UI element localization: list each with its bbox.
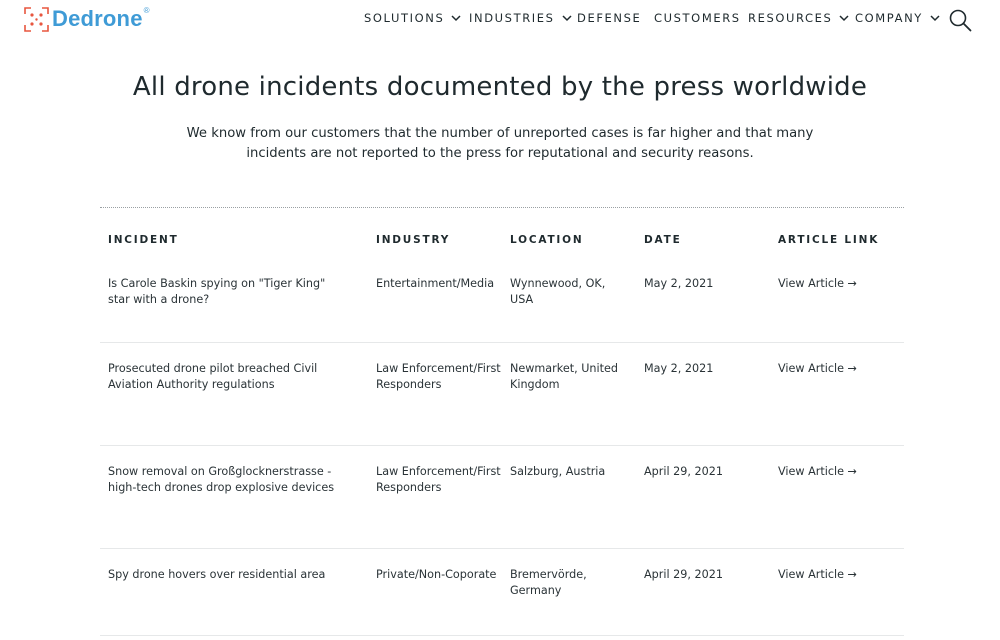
- nav-item-label: INDUSTRIES: [469, 11, 555, 25]
- cell-date: May 2, 2021: [644, 362, 714, 375]
- cell-date: May 2, 2021: [644, 277, 714, 290]
- logo-wordmark: [52, 6, 150, 32]
- registered-mark: ®: [143, 6, 150, 15]
- chevron-down-icon: [451, 13, 461, 23]
- nav-item-label: CUSTOMERS: [654, 11, 741, 25]
- nav-item-defense[interactable]: [577, 11, 641, 25]
- nav-item-company[interactable]: [855, 11, 940, 25]
- cell-location: Newmarket, United Kingdom: [510, 362, 618, 391]
- view-article-link[interactable]: View Article →: [778, 465, 857, 478]
- cell-incident: Spy drone hovers over residential area: [108, 568, 326, 581]
- cell-location: Bremervörde, Germany: [510, 568, 587, 597]
- brand-name: Dedrone: [52, 6, 143, 31]
- column-header-industry: INDUSTRY: [376, 234, 451, 246]
- table-row: [100, 548, 904, 636]
- view-article-link[interactable]: View Article →: [778, 362, 857, 375]
- column-header-article-link: ARTICLE LINK: [778, 234, 880, 246]
- cell-industry: Law Enforcement/First Responders: [376, 465, 501, 494]
- dedrone-logo-icon: [24, 7, 49, 32]
- dedrone-logo[interactable]: [24, 6, 150, 32]
- nav-item-solutions[interactable]: [364, 11, 461, 25]
- nav-item-customers[interactable]: [654, 11, 741, 25]
- table-top-divider: [100, 207, 904, 208]
- nav-item-industries[interactable]: [469, 11, 572, 25]
- cell-location: Salzburg, Austria: [510, 465, 606, 478]
- table-row: [100, 257, 904, 343]
- cell-location: Wynnewood, OK, USA: [510, 277, 606, 306]
- table-row: [100, 445, 904, 549]
- page-title: All drone incidents documented by the press worldwide: [132, 72, 868, 102]
- view-article-link[interactable]: View Article →: [778, 568, 857, 581]
- nav-item-resources[interactable]: [748, 11, 849, 25]
- nav-item-label: COMPANY: [855, 11, 923, 25]
- chevron-down-icon: [930, 13, 940, 23]
- cell-industry: Entertainment/Media: [376, 277, 495, 290]
- cell-date: April 29, 2021: [644, 465, 723, 478]
- search-icon[interactable]: [948, 8, 972, 32]
- nav-item-label: SOLUTIONS: [364, 11, 445, 25]
- chevron-down-icon: [562, 13, 572, 23]
- site-header: [0, 0, 1000, 40]
- nav-item-label: RESOURCES: [748, 11, 833, 25]
- column-header-incident: INCIDENT: [108, 234, 179, 246]
- cell-incident: Snow removal on Großglocknerstrasse - high-tech drones drop explosive devices: [108, 465, 335, 494]
- cell-incident: Prosecuted drone pilot breached Civil Aviation Authority regulations: [108, 362, 318, 391]
- nav-item-label: DEFENSE: [577, 11, 642, 25]
- cell-incident: Is Carole Baskin spying on "Tiger King" star with a drone?: [108, 277, 326, 306]
- cell-industry: Private/Non-Coporate: [376, 568, 497, 581]
- page-subtitle: We know from our customers that the number of unreported cases is far higher and that many incidents are not reported to the press for reputational and security reasons.: [186, 126, 814, 161]
- cell-date: April 29, 2021: [644, 568, 723, 581]
- chevron-down-icon: [839, 13, 849, 23]
- cell-industry: Law Enforcement/First Responders: [376, 362, 501, 391]
- column-header-location: LOCATION: [510, 234, 584, 246]
- view-article-link[interactable]: View Article →: [778, 277, 857, 290]
- column-header-date: DATE: [644, 234, 682, 246]
- table-row: [100, 342, 904, 446]
